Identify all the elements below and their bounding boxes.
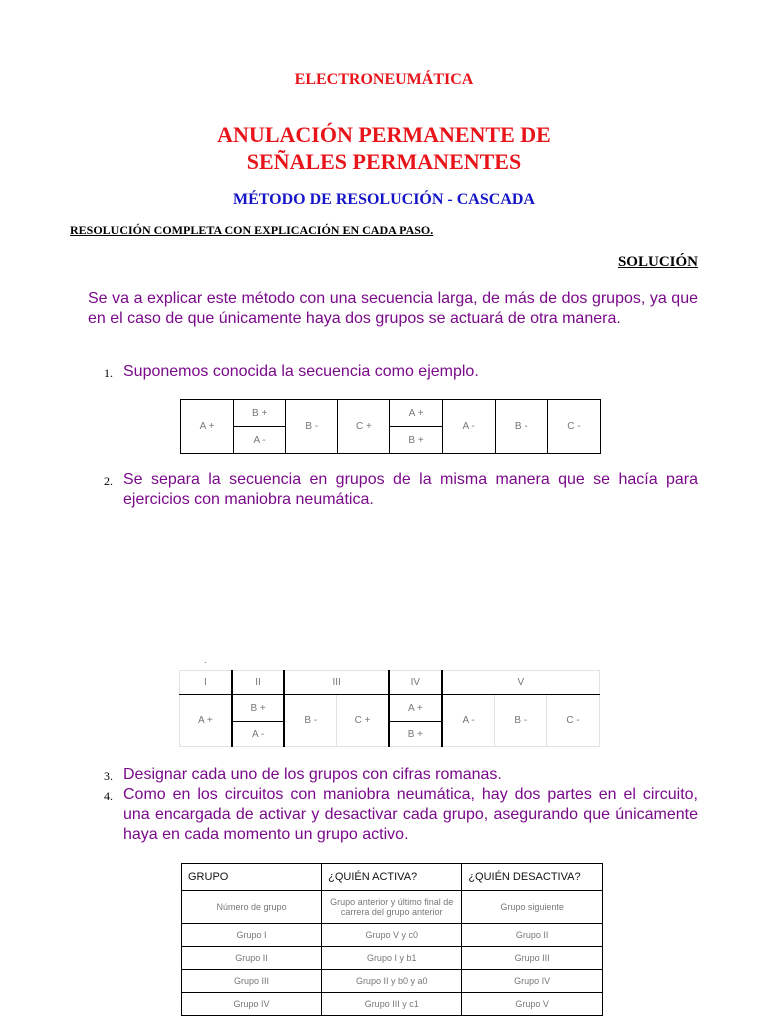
table-cell: B - xyxy=(495,400,547,454)
table-cell: Grupo V xyxy=(462,993,603,1016)
table-cell: Grupo anterior y último final de carrera del grupo anterior xyxy=(322,891,462,924)
table-cell: C - xyxy=(547,400,600,454)
group-label: II xyxy=(232,671,285,695)
activation-table xyxy=(181,863,603,1016)
column-header: ¿QUIÉN ACTIVA? xyxy=(322,864,462,891)
table-cell: A - xyxy=(234,427,286,454)
step-text: Suponemos conocida la secuencia como ejemplo. xyxy=(123,363,479,380)
title-line-2: SEÑALES PERMANENTES xyxy=(246,149,522,174)
table-cell: Grupo III xyxy=(462,947,603,970)
step-number: 2. xyxy=(104,474,113,488)
group-label: I xyxy=(180,671,232,695)
step-number: 4. xyxy=(104,789,113,803)
table-cell: B - xyxy=(286,400,338,454)
table-row xyxy=(182,924,603,947)
table-cell: A - xyxy=(232,722,285,747)
table-cell: A + xyxy=(180,695,232,747)
table-row xyxy=(182,947,603,970)
table-cell: Número de grupo xyxy=(182,891,322,924)
table-cell: B - xyxy=(284,695,336,747)
table-row xyxy=(182,891,603,924)
table-cell: Grupo I xyxy=(182,924,322,947)
table-cell: A + xyxy=(390,400,442,427)
table-cell: A - xyxy=(442,695,495,747)
group-label: V xyxy=(442,671,600,695)
table-cell: C - xyxy=(547,695,600,747)
subject-heading: ELECTRONEUMÁTICA xyxy=(294,71,474,88)
sequence-table xyxy=(180,399,601,454)
table-cell: Grupo III xyxy=(182,970,322,993)
column-header: GRUPO xyxy=(182,864,322,891)
table-cell: Grupo siguiente xyxy=(462,891,603,924)
step-text: Designar cada uno de los grupos con cifras romanas. xyxy=(123,766,502,783)
resolution-note: RESOLUCIÓN COMPLETA CON EXPLICACIÓN EN CADA PASO. xyxy=(70,223,434,237)
table-cell: Grupo II y b0 y a0 xyxy=(322,970,462,993)
table-cell: Grupo II xyxy=(462,924,603,947)
table-cell: A - xyxy=(442,400,495,454)
table-cell: C + xyxy=(337,695,389,747)
table-row xyxy=(182,970,603,993)
table-cell: Grupo III y c1 xyxy=(322,993,462,1016)
method-heading: MÉTODO DE RESOLUCIÓN - CASCADA xyxy=(233,191,535,208)
table-cell: B + xyxy=(232,695,285,722)
table-cell: B - xyxy=(495,695,547,747)
table-cell: Grupo II xyxy=(182,947,322,970)
title-line-1: ANULACIÓN PERMANENTE DE xyxy=(217,122,551,147)
group-table xyxy=(179,670,600,747)
table-cell: Grupo V y c0 xyxy=(322,924,462,947)
table-cell: B + xyxy=(390,427,442,454)
group-label: III xyxy=(284,671,388,695)
step-text: Se separa la secuencia en grupos de la misma manera que se hacía para ejercicios con maniobra neumática. xyxy=(123,471,698,508)
table-cell: C + xyxy=(338,400,390,454)
intro-paragraph: Se va a explicar este método con una secuencia larga, de más de dos grupos, ya que en el caso de que únicamente haya dos grupos se actuará de otra manera. xyxy=(88,290,698,327)
table-row xyxy=(182,993,603,1016)
table-cell: A + xyxy=(389,695,442,722)
table-cell: A + xyxy=(181,400,234,454)
step-number: 1. xyxy=(104,366,113,380)
table-cell: Grupo I y b1 xyxy=(322,947,462,970)
table-cell: Grupo IV xyxy=(462,970,603,993)
step-number: 3. xyxy=(104,769,113,783)
column-header: ¿QUIÉN DESACTIVA? xyxy=(462,864,603,891)
stray-mark: . xyxy=(204,655,207,665)
table-cell: B + xyxy=(234,400,286,427)
group-label: IV xyxy=(389,671,442,695)
document-title xyxy=(0,121,768,175)
table-cell: Grupo IV xyxy=(182,993,322,1016)
step-text: Como en los circuitos con maniobra neumática, hay dos partes en el circuito, una encargada de activar y desactivar cada grupo, asegurando que únicamente haya en cada momento un grupo activo. xyxy=(123,786,698,843)
solution-heading: SOLUCIÓN xyxy=(617,254,698,270)
table-cell: B + xyxy=(389,722,442,747)
